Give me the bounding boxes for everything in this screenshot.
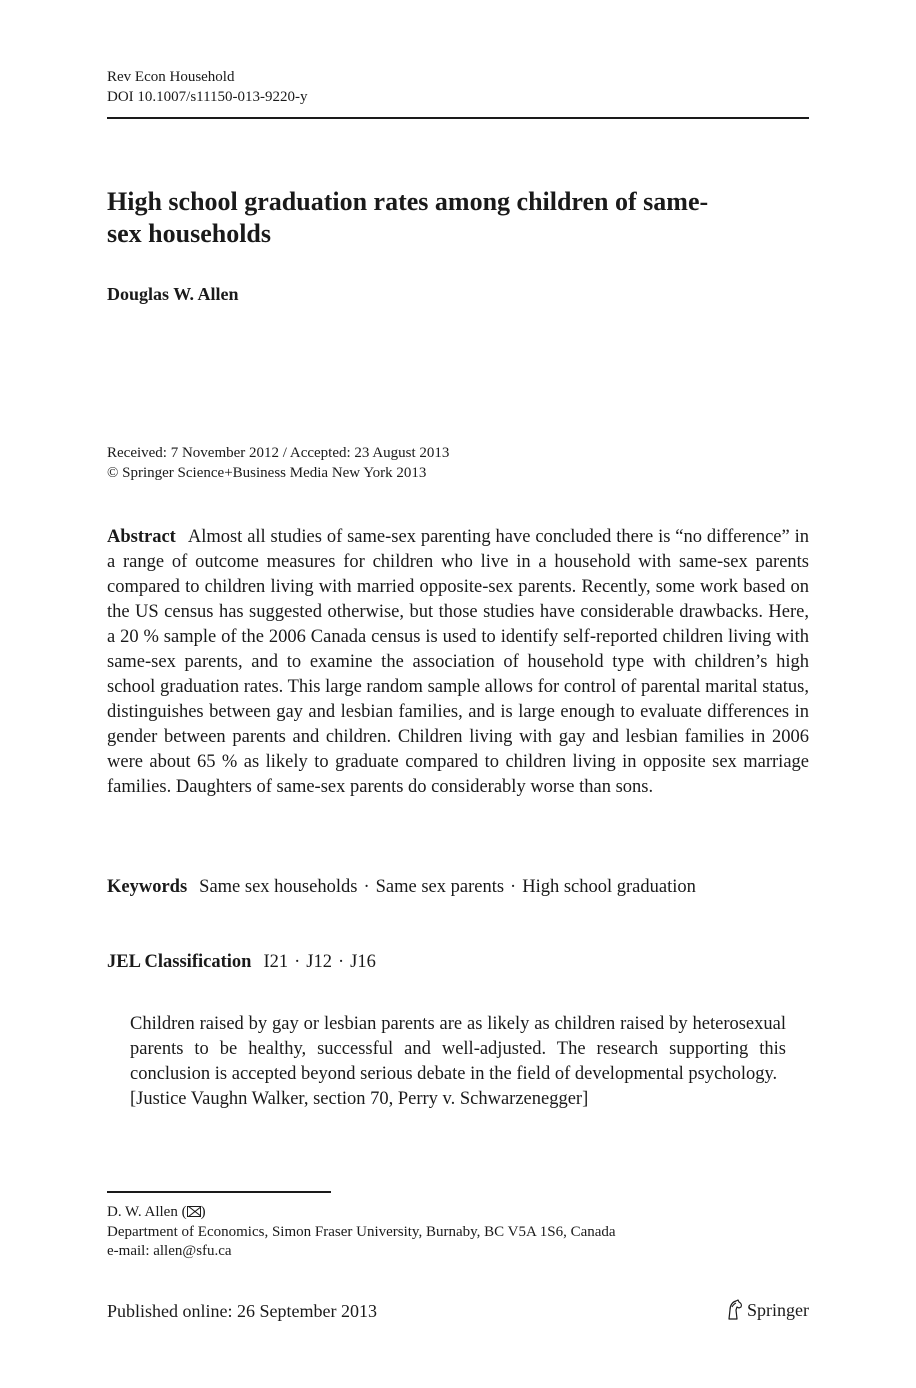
abstract-text: Almost all studies of same-sex parenting have concluded there is “no difference” in a range of outcome measures for children who live in a household with same-sex parents compared to children living with married opposite-sex parents. Recently, some work based on the US census has suggested otherwise, but those studies have considerable drawbacks. Here, a 20 % sample of the 2006 Canada census is used to identify self-reported children living with same-sex parents, and to examine the association of household type with children’s high school graduation rates. This large random sample allows for control of parental marital status, distinguishes between gay and lesbian families, and is large enough to evaluate differences in gender between parents and children. Children living with gay and lesbian families in 2006 were about 65 % as likely to graduate compared to children living in opposite sex marriage families. Daughters of same-sex parents do considerably worse than sons. xyxy=(107,527,809,797)
author-name: Douglas W. Allen xyxy=(107,284,239,304)
keyword-separator: · xyxy=(510,877,517,897)
envelope-icon[interactable] xyxy=(187,1206,201,1217)
footnote-divider xyxy=(107,1191,331,1193)
jel-code: J12 xyxy=(306,952,332,972)
jel-separator: · xyxy=(337,952,345,972)
keyword-item: Same sex households xyxy=(199,877,358,897)
keyword-separator: · xyxy=(363,877,370,897)
header-divider xyxy=(107,117,809,119)
paper-page xyxy=(107,0,809,1388)
journal-header xyxy=(107,67,308,107)
footnote-author: D. W. Allen ( xyxy=(107,1204,187,1220)
author-footnote xyxy=(107,1203,616,1262)
received-accepted: Received: 7 November 2012 / Accepted: 23 August 2013 xyxy=(107,445,450,461)
abstract xyxy=(107,525,809,800)
abstract-label: Abstract xyxy=(107,527,176,547)
footnote-author-line xyxy=(107,1203,616,1223)
jel-classification xyxy=(107,950,376,975)
article-title-line-1: High school graduation rates among children of same- xyxy=(107,187,709,216)
keyword-item: High school graduation xyxy=(522,877,696,897)
keywords-label: Keywords xyxy=(107,877,188,897)
published-online: Published online: 26 September 2013 xyxy=(107,1301,377,1321)
publisher-logo xyxy=(726,1299,809,1321)
publisher-name: Springer xyxy=(747,1299,809,1320)
article-title xyxy=(107,186,787,250)
article-dates xyxy=(107,443,449,483)
copyright: © Springer Science+Business Media New York 2013 xyxy=(107,465,427,481)
footnote-email[interactable]: e-mail: allen@sfu.ca xyxy=(107,1243,232,1259)
journal-name: Rev Econ Household xyxy=(107,69,235,85)
footnote-department: Department of Economics, Simon Fraser University, Burnaby, BC V5A 1S6, Canada xyxy=(107,1223,616,1240)
keywords xyxy=(107,875,707,900)
doi[interactable]: DOI 10.1007/s11150-013-9220-y xyxy=(107,89,308,105)
epigraph-quote xyxy=(130,1012,786,1112)
epigraph-text: Children raised by gay or lesbian parents are as likely as children raised by heterosexual parents to be healthy, successful and well-adjusted. The research supporting this conclusion is accepted beyond serious debate in the field of developmental psychology. xyxy=(130,1014,786,1084)
keyword-item: Same sex parents xyxy=(375,877,505,897)
jel-code: J16 xyxy=(350,952,376,972)
springer-horse-icon xyxy=(726,1299,743,1321)
jel-code: I21 xyxy=(263,952,289,972)
jel-label: JEL Classification xyxy=(107,952,252,972)
epigraph-attribution: [Justice Vaughn Walker, section 70, Perry v. Schwarzenegger] xyxy=(130,1089,589,1109)
jel-separator: · xyxy=(294,952,301,972)
article-title-line-2: sex households xyxy=(107,219,271,248)
footnote-author-close: ) xyxy=(200,1204,206,1220)
